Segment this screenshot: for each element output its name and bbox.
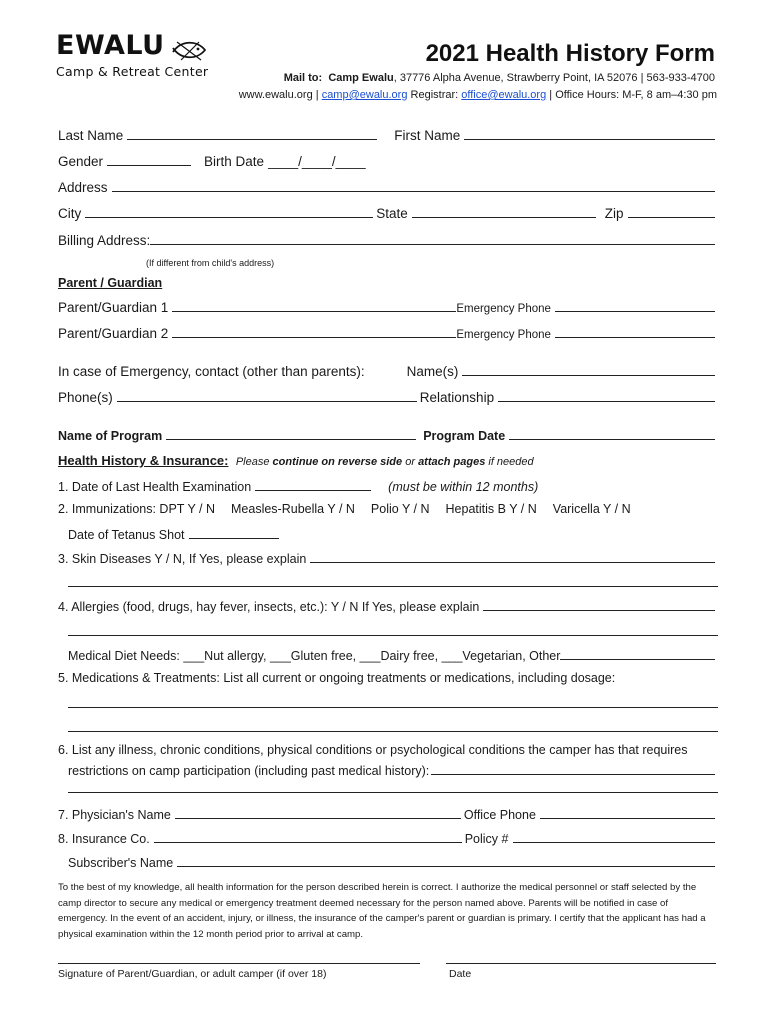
measles-label: Measles-Rubella Y / N	[231, 502, 355, 516]
guardian-section-heading: Parent / Guardian	[58, 276, 163, 290]
tetanus-label: Date of Tetanus Shot	[68, 528, 185, 542]
q6-row-b	[68, 762, 718, 778]
contact-line: www.ewalu.org | camp@ewalu.org Registrar: office@ewalu.org | Office Hours: M-F, 8 am–4:30 pm	[238, 89, 717, 101]
q4-extra-line[interactable]	[68, 635, 718, 636]
office-phone-field[interactable]	[540, 806, 715, 819]
billing-note: (If different from child's address)	[146, 258, 275, 268]
city-label: City	[58, 206, 82, 221]
program-name-label: Name of Program	[58, 429, 163, 443]
signature-field[interactable]	[58, 963, 420, 964]
q5-label: 5. Medications & Treatments: List all current or ongoing treatments or medications, including dosage:	[58, 671, 616, 685]
emergency-phone-2-label: Emergency Phone	[456, 329, 551, 341]
diet-other-field[interactable]	[560, 647, 715, 660]
q2-row	[58, 502, 718, 516]
address-field[interactable]	[112, 179, 715, 192]
health-section-heading: Health History & Insurance:	[58, 453, 229, 468]
date-label: Date	[449, 968, 472, 980]
q4-row	[58, 598, 718, 614]
last-name-field[interactable]	[127, 127, 377, 140]
guardian-2-field[interactable]	[172, 325, 456, 338]
form-title: 2021 Health History Form	[425, 40, 715, 67]
q5-line-2[interactable]	[68, 731, 718, 732]
q6-row-a	[58, 743, 718, 757]
program-row	[58, 427, 718, 443]
zip-field[interactable]	[628, 205, 715, 218]
diet-label: Medical Diet Needs: ___Nut allergy, ___Gluten free, ___Dairy free, ___Vegetarian, Other	[68, 649, 561, 663]
camp-email-link[interactable]: camp@ewalu.org	[321, 89, 408, 101]
mail-address: , 37776 Alpha Avenue, Strawberry Point, IA 52076 | 563-933-4700	[393, 72, 715, 84]
names-label: Name(s)	[406, 364, 459, 379]
physician-name-field[interactable]	[175, 806, 461, 819]
gender-field[interactable]	[107, 153, 191, 166]
q4-field[interactable]	[483, 598, 715, 611]
q5-line-1[interactable]	[68, 707, 718, 708]
gender-label: Gender	[58, 154, 104, 169]
guardian-1-row	[58, 299, 718, 315]
billing-row	[58, 232, 718, 248]
q7-row	[58, 806, 718, 822]
q8-label: 8. Insurance Co.	[58, 832, 150, 846]
billing-label: Billing Address:	[58, 233, 151, 248]
mail-to-line	[284, 72, 715, 84]
q8-row	[58, 830, 718, 846]
state-field[interactable]	[412, 205, 596, 218]
emergency-phone-1-field[interactable]	[555, 299, 715, 312]
q1-label: 1. Date of Last Health Examination	[58, 480, 252, 494]
office-phone-label: Office Phone	[463, 808, 536, 822]
q3-extra-line[interactable]	[68, 586, 718, 587]
phones-label: Phone(s)	[58, 390, 113, 405]
emergency-phone-2-field[interactable]	[555, 325, 715, 338]
tetanus-row	[68, 526, 718, 542]
city-field[interactable]	[85, 205, 373, 218]
birth-date-field[interactable]: ____/____/____	[268, 154, 366, 169]
guardian-1-field[interactable]	[172, 299, 456, 312]
billing-field[interactable]	[150, 232, 715, 245]
logo-tagline: Camp & Retreat Center	[56, 64, 209, 79]
last-name-label: Last Name	[58, 128, 124, 143]
q3-label: 3. Skin Diseases Y / N, If Yes, please explain	[58, 552, 307, 566]
polio-label: Polio Y / N	[370, 502, 430, 516]
birth-date-label: Birth Date	[204, 154, 265, 169]
q6-field[interactable]	[431, 762, 715, 775]
policy-field[interactable]	[513, 830, 716, 843]
guardian-2-row	[58, 325, 718, 341]
insurance-field[interactable]	[154, 830, 462, 843]
signature-label: Signature of Parent/Guardian, or adult camper (if over 18)	[58, 968, 327, 980]
first-name-field[interactable]	[464, 127, 715, 140]
q1-note: (must be within 12 months)	[388, 480, 539, 494]
guardian-1-label: Parent/Guardian 1	[58, 300, 169, 315]
gender-row	[58, 153, 718, 169]
address-row	[58, 179, 718, 195]
q6-label-a: 6. List any illness, chronic conditions, physical conditions or psychological conditions the camper has that requires	[58, 743, 688, 757]
health-note: Please continue on reverse side or attach pages if needed	[235, 456, 534, 468]
emergency-phone-1-label: Emergency Phone	[456, 303, 551, 315]
program-name-field[interactable]	[166, 427, 416, 440]
address-label: Address	[58, 180, 108, 195]
fish-logo-icon	[171, 38, 211, 64]
name-row	[58, 127, 718, 143]
q3-field[interactable]	[310, 550, 715, 563]
q3-row	[58, 550, 718, 566]
state-label: State	[376, 206, 408, 221]
q6-extra-line[interactable]	[68, 792, 718, 793]
first-name-label: First Name	[394, 128, 461, 143]
q1-field[interactable]	[255, 478, 371, 491]
q4-label: 4. Allergies (food, drugs, hay fever, insects, etc.): Y / N If Yes, please explain	[58, 600, 480, 614]
emergency-label: In case of Emergency, contact (other than parents):	[58, 364, 365, 379]
subscriber-label: Subscriber's Name	[68, 856, 174, 870]
mail-label: Mail to:	[283, 72, 323, 84]
varicella-label: Varicella Y / N	[552, 502, 631, 516]
q7-label: 7. Physician's Name	[58, 808, 171, 822]
health-heading-row	[58, 453, 534, 468]
guardian-2-label: Parent/Guardian 2	[58, 326, 169, 341]
q2-label: 2. Immunizations: DPT Y / N	[58, 502, 216, 516]
phones-field[interactable]	[117, 389, 417, 402]
relationship-label: Relationship	[419, 390, 495, 405]
date-field[interactable]	[446, 963, 716, 964]
names-field[interactable]	[462, 363, 715, 376]
emergency-row	[58, 363, 718, 379]
policy-label: Policy #	[464, 832, 509, 846]
program-date-field[interactable]	[509, 427, 715, 440]
consent-paragraph: To the best of my knowledge, all health information for the person described herein is correct. I authorize the medical personnel or staff selected by the camp director to secure any medical or emergency treatment deemed necessary for the person named above. Parents will be notified in case of emergency. In the event of an accident, injury, or illness, the insurance of the camper's parent or guardian is primary. I certify that the applicant has had a physical examination within the 12 month period prior to arrival at camp.	[58, 882, 706, 940]
hepb-label: Hepatitis B Y / N	[445, 502, 537, 516]
subscriber-row	[68, 854, 718, 870]
logo-wordmark: EWALU	[56, 30, 165, 61]
office-email-link[interactable]: office@ewalu.org	[461, 89, 547, 101]
q5-row	[58, 671, 718, 685]
q1-row	[58, 478, 718, 494]
phones-row	[58, 389, 718, 405]
zip-label: Zip	[604, 206, 624, 221]
program-date-label: Program Date	[423, 429, 506, 443]
tetanus-field[interactable]	[189, 526, 279, 539]
website-text: www.ewalu.org	[238, 89, 313, 101]
relationship-field[interactable]	[498, 389, 715, 402]
city-row	[58, 205, 718, 221]
q6-label-b: restrictions on camp participation (including past medical history):	[68, 764, 430, 778]
diet-row	[68, 647, 718, 663]
subscriber-field[interactable]	[177, 854, 715, 867]
mail-name: Camp Ewalu	[328, 72, 394, 84]
